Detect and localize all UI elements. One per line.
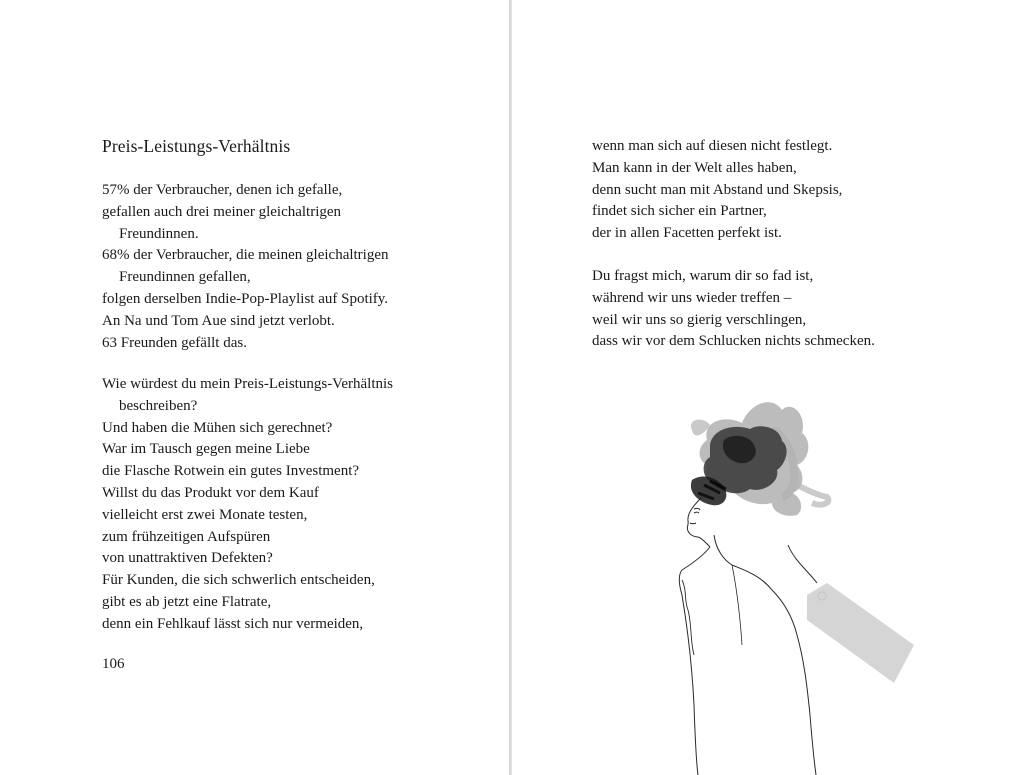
poem-line: Für Kunden, die sich schwerlich entscheiden, [102,572,375,589]
stanza [592,136,842,245]
poem-line: dass wir vor dem Schlucken nichts schmecken. [592,333,875,350]
right-page [511,0,1020,775]
page-number: 106 [102,656,125,672]
poem-line: Und haben die Mühen sich gerechnet? [102,419,333,436]
poem-line: 57% der Verbraucher, denen ich gefalle, [102,182,343,198]
poem-line: Freundinnen gefallen, [119,269,251,286]
poem-line: wenn man sich auf diesen nicht festlegt. [592,138,833,154]
poem-line: Du fragst mich, warum dir so fad ist, [592,268,814,284]
poem-line: folgen derselben Indie-Pop-Playlist auf Spotify. [102,290,389,307]
poem-line: von unattraktiven Defekten? [102,550,273,567]
stanza [102,180,389,354]
poem-line: während wir uns wieder treffen – [592,289,792,306]
poem-line: denn ein Fehlkauf lässt sich nur vermeiden, [102,615,364,632]
poem-line: beschreiben? [119,397,198,414]
poem-line: An Na und Tom Aue sind jetzt verlobt. [102,312,335,329]
poem-line: denn sucht man mit Abstand und Skepsis, [592,181,843,198]
poem-line: Freundinnen. [119,225,199,242]
poem-line: weil wir uns so gierig verschlingen, [592,311,807,328]
poem-line: 63 Freunden gefällt das. [102,334,247,351]
woman-with-price-tag-illustration [632,385,932,775]
poem-title: Preis-Leistungs-Verhältnis [102,136,291,156]
poem-line: vielleicht erst zwei Monate testen, [102,506,308,523]
poem-line: gefallen auch drei meiner gleichaltrigen [102,203,342,220]
poem-line: die Flasche Rotwein ein gutes Investment? [102,463,360,480]
poem-line: findet sich sicher ein Partner, [592,203,767,220]
poem-line: Willst du das Produkt vor dem Kauf [102,484,319,501]
poem-line: War im Tausch gegen meine Liebe [102,441,310,458]
poem-line: Wie würdest du mein Preis-Leistungs-Verhältnis [102,376,394,392]
poem-line: zum frühzeitigen Aufspüren [102,528,271,545]
stanza [102,374,393,636]
poem-line: Man kann in der Welt alles haben, [592,159,797,176]
stanza [592,266,875,353]
poem-line: gibt es ab jetzt eine Flatrate, [102,593,272,610]
poem-line: der in allen Facetten perfekt ist. [592,225,782,242]
poem-line: 68% der Verbraucher, die meinen gleichaltrigen [102,247,389,264]
